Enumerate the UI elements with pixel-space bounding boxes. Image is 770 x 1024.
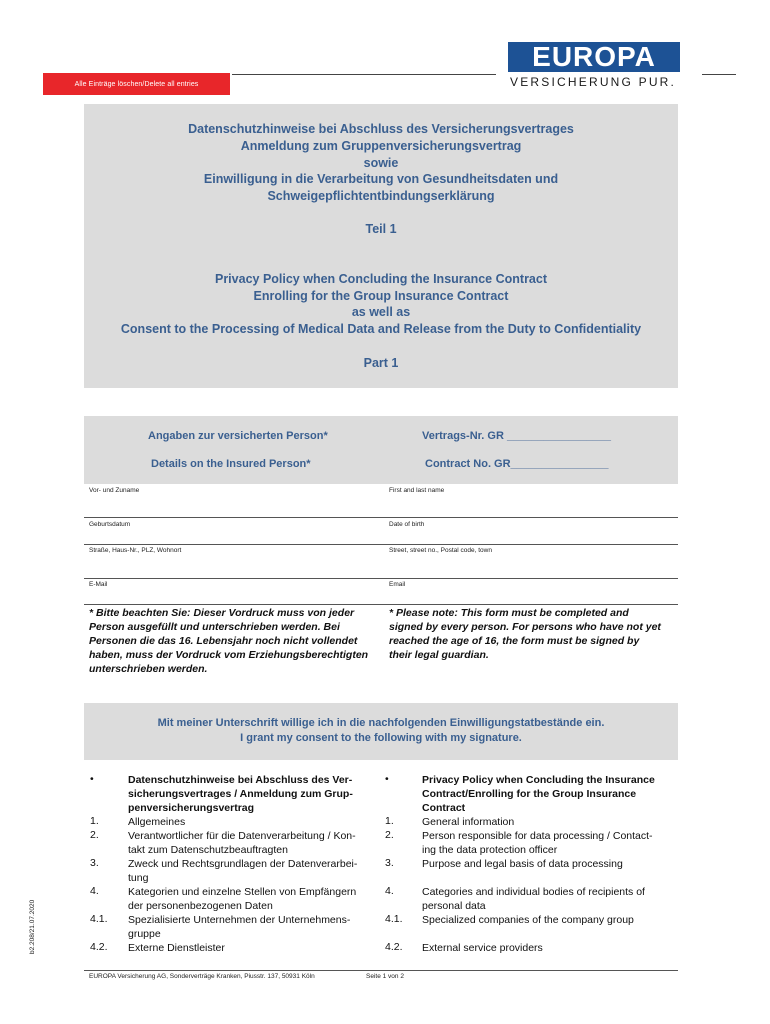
title-en-line-2: Enrolling for the Group Insurance Contract	[253, 289, 509, 303]
birthdate-field-label-en: Date of birth	[389, 521, 425, 528]
title-de-line-5: Schweigepflichtentbindungserklärung	[267, 189, 495, 203]
title-de-line-2: Anmeldung zum Gruppenversicherungsvertrag	[240, 139, 522, 153]
list-en-item: Purpose and legal basis of data processing	[422, 858, 623, 870]
consent-text-en: I grant my consent to the following with my signature.	[240, 732, 522, 744]
signature-note-en: * Please note: This form must be completed and signed by every person. For persons who have not yet reached the age of 16, the form must be signed by their legal guardian.	[389, 607, 661, 661]
form-version-code: b2.208/21.07.2020	[29, 899, 36, 954]
list-en-item: Person responsible for data processing / Contacting the data protection officer	[422, 830, 653, 856]
list-de-item-heading: Datenschutzhinweise bei Abschluss des Versicherungsvertrages / Anmeldung zum Gruppenversicherungsvertrag	[128, 774, 353, 814]
list-en-num: 4.1.	[385, 913, 403, 925]
insured-heading-de: Angaben zur versicherten Person*	[148, 430, 328, 442]
list-de-num: 3.	[90, 857, 99, 869]
list-en-bullet: •	[385, 773, 389, 785]
list-en-item: General information	[422, 816, 515, 828]
birthdate-field-label-de: Geburtsdatum	[89, 521, 131, 528]
title-en-part: Part 1	[363, 356, 399, 370]
name-field-label-de: Vor- und Zuname	[89, 487, 140, 494]
consent-text-de: Mit meiner Unterschrift willige ich in die nachfolgenden Einwilligungstatbestände ein.	[157, 717, 605, 729]
name-field[interactable]	[84, 517, 678, 518]
header-rule	[232, 74, 496, 75]
title-en-line-1: Privacy Policy when Concluding the Insurance Contract	[214, 272, 548, 286]
title-en-line-3: as well as	[351, 305, 411, 319]
header-rule-short	[702, 74, 736, 75]
list-de-num: 2.	[90, 829, 99, 841]
footer-page-number: Seite 1 von 2	[366, 973, 404, 980]
email-field-label-en: Email	[389, 581, 406, 588]
title-en-line-4: Consent to the Processing of Medical Data and Release from the Duty to Confidentiality	[120, 322, 642, 336]
list-en-item-heading: Privacy Policy when Concluding the Insurance Contract/Enrolling for the Group Insurance Contract	[422, 774, 655, 814]
title-de-line-3: sowie	[363, 156, 399, 170]
delete-all-entries-button[interactable]: Alle Einträge löschen/Delete all entries	[43, 73, 230, 95]
list-en-num: 3.	[385, 857, 394, 869]
title-de-line-4: Einwilligung in die Verarbeitung von Gesundheitsdaten und	[203, 172, 559, 186]
address-field[interactable]	[84, 578, 678, 579]
list-en-num: 1.	[385, 815, 394, 827]
logo-wordmark: EUROPA	[508, 42, 680, 72]
list-en-item: External service providers	[422, 942, 543, 954]
footer-rule	[84, 970, 678, 971]
contract-number-de: Vertrags-Nr. GR _________________	[422, 430, 611, 442]
list-de-item: Zweck und Rechtsgrundlagen der Datenverarbeitung	[128, 858, 358, 884]
list-de-item: Verantwortlicher für die Datenverarbeitung / Kontakt zum Datenschutzbeauftragten	[128, 830, 356, 856]
europa-logo	[508, 42, 686, 92]
list-de-num: 4.	[90, 885, 99, 897]
email-field[interactable]	[84, 604, 678, 605]
list-de-item: Externe Dienstleister	[128, 942, 225, 954]
list-en-item: Specialized companies of the company group	[422, 914, 634, 926]
list-de-item: Allgemeines	[128, 816, 186, 828]
address-field-label-en: Street, street no., Postal code, town	[389, 547, 492, 554]
list-en-num: 4.2.	[385, 941, 403, 953]
signature-note-de: * Bitte beachten Sie: Dieser Vordruck muss von jeder Person ausgefüllt und unterschrieben werden. Bei Personen die das 16. Lebensjahr noch nicht vollendet haben, muss der Vordruck vom Erziehungsberechtigten unterschrieben werden.	[89, 607, 369, 675]
insured-person-box	[84, 416, 678, 484]
list-en-item: Categories and individual bodies of recipients of personal data	[422, 886, 645, 912]
list-de-item: Kategorien und einzelne Stellen von Empfängern der personenbezogenen Daten	[128, 886, 357, 912]
footer-company: EUROPA Versicherung AG, Sonderverträge Kranken, Piusstr. 137, 50931 Köln	[89, 973, 315, 980]
title-de-line-1: Datenschutzhinweise bei Abschluss des Versicherungsvertrages	[188, 122, 574, 136]
email-field-label-de: E-Mail	[89, 581, 108, 588]
list-en-num: 4.	[385, 885, 394, 897]
address-field-label-de: Straße, Haus-Nr., PLZ, Wohnort	[89, 547, 182, 554]
list-de-bullet: •	[90, 773, 94, 785]
birthdate-field[interactable]	[84, 544, 678, 545]
document-title-box	[84, 104, 678, 388]
list-en-num: 2.	[385, 829, 394, 841]
list-de-num: 4.1.	[90, 913, 108, 925]
logo-tagline: VERSICHERUNG PUR.	[510, 75, 677, 89]
insured-heading-en: Details on the Insured Person*	[151, 458, 311, 470]
contract-number-en: Contract No. GR________________	[425, 458, 609, 470]
name-field-label-en: First and last name	[389, 487, 445, 494]
title-de-part: Teil 1	[365, 222, 397, 236]
list-de-num: 4.2.	[90, 941, 108, 953]
list-de-item: Spezialisierte Unternehmen der Unternehmensgruppe	[128, 914, 351, 940]
list-de-num: 1.	[90, 815, 99, 827]
consent-box	[84, 703, 678, 760]
